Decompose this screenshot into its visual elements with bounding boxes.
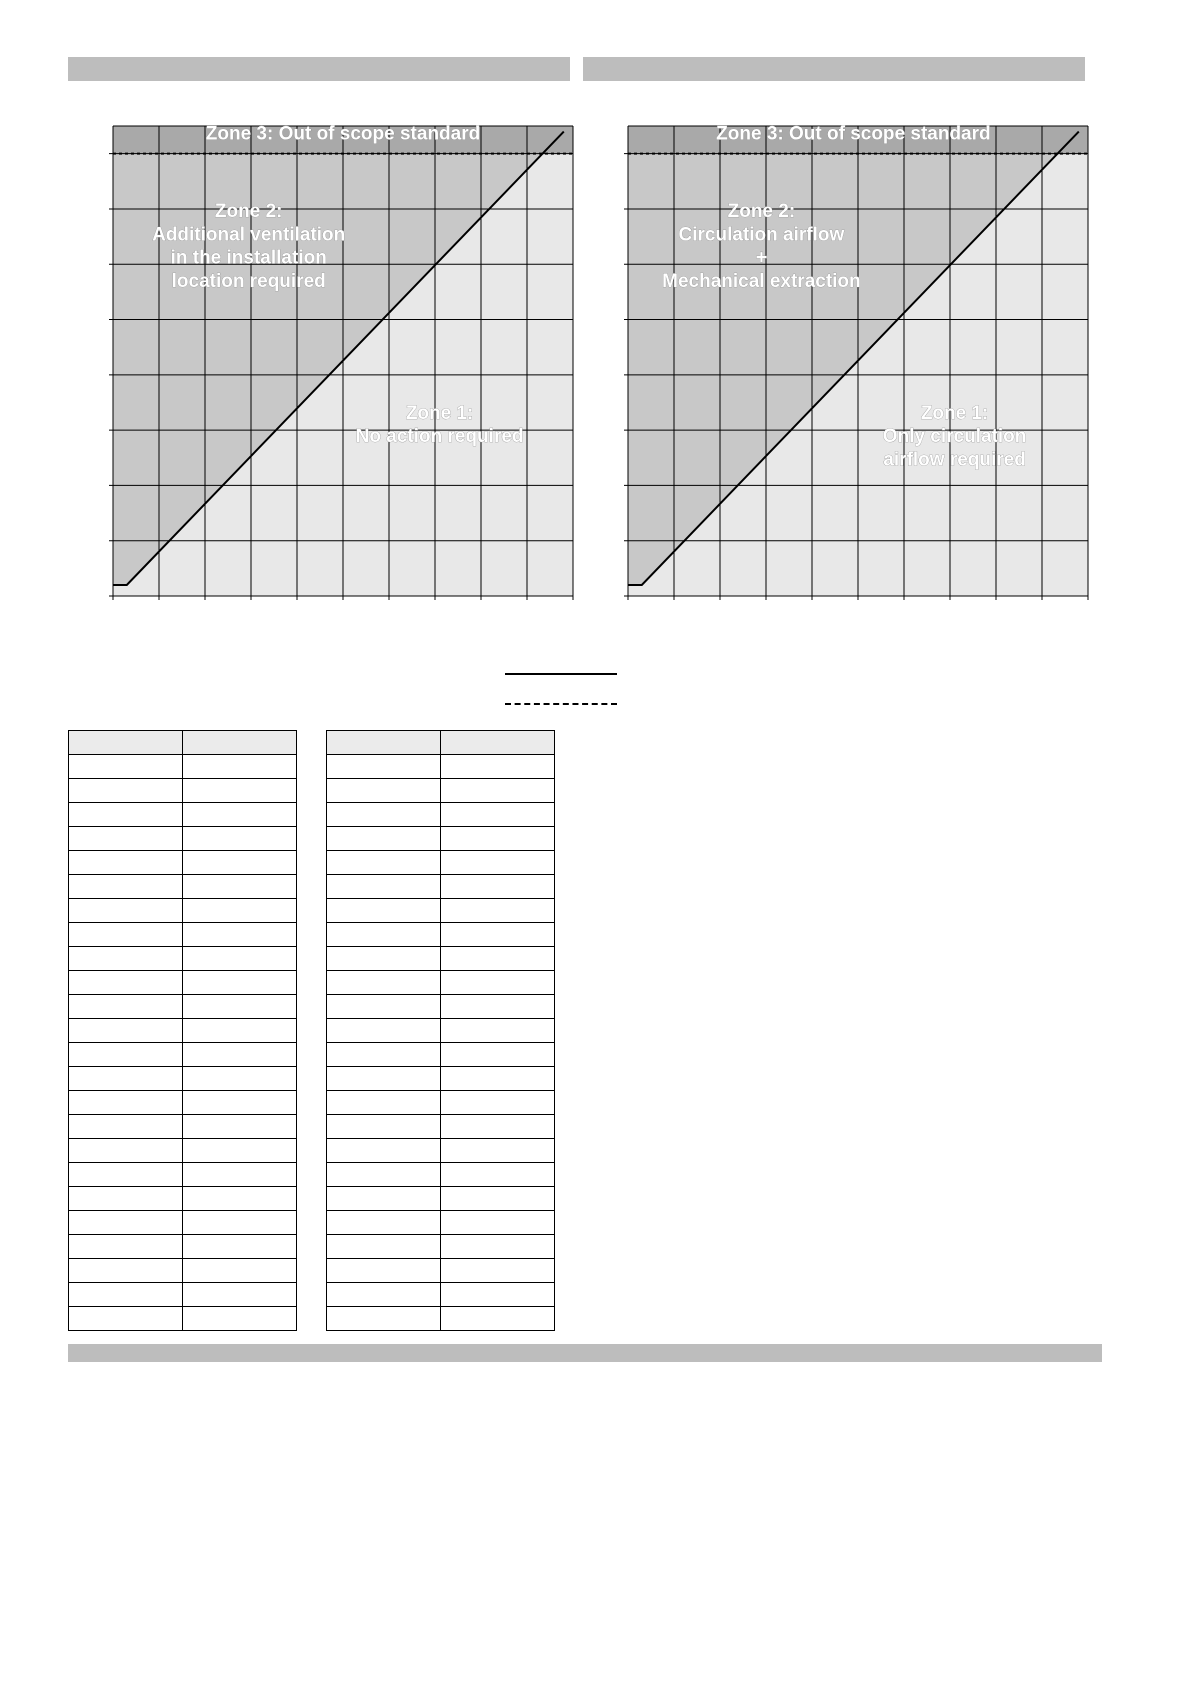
table-row [327,1307,555,1331]
table-cell [183,875,297,899]
table-cell [183,731,297,755]
table-cell [183,851,297,875]
table-cell [69,1067,183,1091]
chart1-zone3-label-line: Zone 3: Out of scope standard [205,123,481,145]
chart2-zone2-label-line: Circulation airflow [678,224,845,246]
table-cell [327,1067,441,1091]
table-row [327,1235,555,1259]
table-row [69,1139,297,1163]
table-row [327,1043,555,1067]
chart1-zone2-label-line: location required [171,270,326,292]
table-row [327,1019,555,1043]
table-cell [69,755,183,779]
legend-solid-line [505,673,617,675]
table-cell [183,899,297,923]
table-cell [327,971,441,995]
table-cell [183,1043,297,1067]
table-row [69,1259,297,1283]
table-cell [327,1283,441,1307]
table-cell [327,1211,441,1235]
table-row [69,1211,297,1235]
table-cell [441,947,555,971]
chart2-zone3-label-line: Zone 3: Out of scope standard [716,123,991,145]
legend-dotted-line [505,703,617,705]
table-cell [441,1307,555,1331]
table-header-row [327,731,555,755]
table-cell [69,1163,183,1187]
table-row [69,1235,297,1259]
chart2-zone3-label [716,123,990,144]
table-cell [69,1187,183,1211]
table-cell [183,1091,297,1115]
table-cell [183,1283,297,1307]
chart1-zone2-label-line: in the installation [170,247,327,269]
table-cell [183,1187,297,1211]
table-row [69,851,297,875]
chart2-zone1-label-line: Zone 1: [920,403,989,425]
table-cell [327,731,441,755]
table-row [69,1283,297,1307]
table-cell [327,923,441,947]
table-row [327,1163,555,1187]
data-table-left [68,730,297,1331]
table-cell [441,923,555,947]
table-cell [327,827,441,851]
table-cell [183,1019,297,1043]
table-row [69,755,297,779]
table-cell [441,851,555,875]
table-cell [183,1211,297,1235]
table-row [69,1043,297,1067]
chart1-zone1-label-line: No action required [355,426,524,448]
table-cell [69,1115,183,1139]
table-cell [327,1187,441,1211]
table-cell [441,875,555,899]
table-row [327,1091,555,1115]
table-cell [441,1187,555,1211]
table-row [327,1067,555,1091]
table-row [327,779,555,803]
table-cell [183,1259,297,1283]
chart1-zone1-label-line: Zone 1: [405,403,474,425]
table-cell [441,827,555,851]
table-row [69,875,297,899]
table-cell [69,731,183,755]
table-row [327,1139,555,1163]
table-row [69,995,297,1019]
table-cell [327,779,441,803]
table-cell [69,803,183,827]
chart1-zone3-label [206,123,480,144]
chart2-zone2-label-line: Mechanical extraction [662,270,861,292]
table-cell [69,851,183,875]
table-cell [69,1019,183,1043]
table-row [69,1067,297,1091]
table-cell [327,1091,441,1115]
table-cell [183,1235,297,1259]
table-cell [327,899,441,923]
table-row [327,899,555,923]
chart1-zone2-label-line: Zone 2: [214,201,283,223]
table-cell [69,1139,183,1163]
table-row [327,971,555,995]
table-cell [69,971,183,995]
table-row [327,875,555,899]
table-row [69,899,297,923]
table-row [69,1115,297,1139]
table-cell [183,971,297,995]
table-cell [183,1307,297,1331]
table-cell [69,779,183,803]
table-header-row [69,731,297,755]
chart1-zone2-label-line: Additional ventilation [152,224,346,246]
table-cell [441,1019,555,1043]
table-row [327,827,555,851]
table-cell [441,1283,555,1307]
table-cell [327,947,441,971]
table-row [69,827,297,851]
table-cell [183,827,297,851]
table-cell [69,947,183,971]
table-row [69,1091,297,1115]
table-cell [327,755,441,779]
chart2-zone2-label-line: + [755,247,767,269]
table-cell [327,1019,441,1043]
footer-bar [68,1344,1102,1362]
table-cell [441,1163,555,1187]
table-cell [441,779,555,803]
table-cell [327,1163,441,1187]
table-cell [441,755,555,779]
table-cell [327,1043,441,1067]
table-row [327,995,555,1019]
table-cell [183,1115,297,1139]
table-row [327,1283,555,1307]
table-cell [441,995,555,1019]
table-row [69,779,297,803]
table-row [327,923,555,947]
chart2-zone1-label-line: airflow required [883,449,1026,471]
table-cell [441,731,555,755]
table-cell [69,875,183,899]
table-row [327,947,555,971]
table-cell [327,995,441,1019]
table-cell [183,1067,297,1091]
table-cell [441,971,555,995]
table-cell [441,1115,555,1139]
table-cell [183,1139,297,1163]
table-cell [327,1115,441,1139]
table-cell [441,803,555,827]
zone-charts [0,0,1191,700]
table-row [69,803,297,827]
table-row [69,1307,297,1331]
table-cell [327,875,441,899]
table-cell [183,995,297,1019]
table-cell [327,851,441,875]
table-cell [441,1043,555,1067]
table-row [327,803,555,827]
table-cell [69,1043,183,1067]
table-cell [183,947,297,971]
table-cell [327,1259,441,1283]
table-row [327,1259,555,1283]
table-cell [441,1235,555,1259]
table-cell [183,1163,297,1187]
table-cell [69,1091,183,1115]
table-row [327,851,555,875]
table-cell [69,1259,183,1283]
table-cell [183,923,297,947]
table-cell [69,827,183,851]
table-row [327,755,555,779]
table-cell [441,1139,555,1163]
table-cell [327,803,441,827]
table-cell [327,1307,441,1331]
table-cell [183,779,297,803]
table-cell [183,755,297,779]
table-cell [441,1067,555,1091]
chart2-zone1-label-line: Only circulation [882,426,1027,448]
table-cell [69,1211,183,1235]
table-cell [327,1139,441,1163]
table-cell [69,1307,183,1331]
table-cell [69,995,183,1019]
table-cell [69,1283,183,1307]
table-cell [441,899,555,923]
table-row [69,1187,297,1211]
table-cell [69,923,183,947]
table-row [327,1211,555,1235]
table-row [69,1019,297,1043]
table-row [69,947,297,971]
data-table-right [326,730,555,1331]
table-cell [69,1235,183,1259]
table-row [327,1115,555,1139]
table-row [69,923,297,947]
table-row [69,1163,297,1187]
table-cell [441,1091,555,1115]
table-cell [69,899,183,923]
table-cell [327,1235,441,1259]
table-cell [183,803,297,827]
table-cell [441,1211,555,1235]
table-row [327,1187,555,1211]
chart2-zone2-label-line: Zone 2: [727,201,796,223]
table-row [69,971,297,995]
table-cell [441,1259,555,1283]
